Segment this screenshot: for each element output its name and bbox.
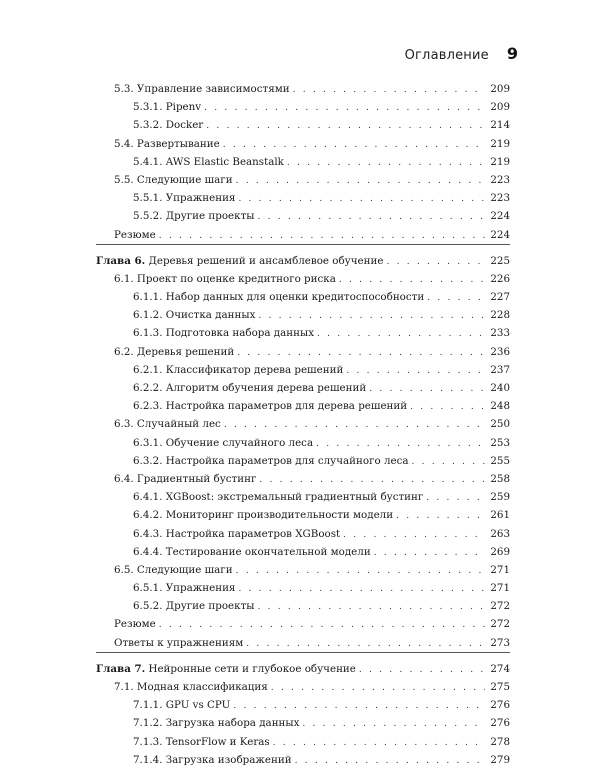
toc-entry: 5.4. Развертывание . . . 219 — [96, 135, 510, 153]
toc-entry: 6.2. Деревья решений . . . 236 — [96, 343, 510, 361]
toc-entry: 6.3.2. Настройка параметров для случайного леса . . . 255 — [96, 452, 510, 470]
table-of-contents — [96, 80, 510, 769]
chapter-title: Нейронные сети и глубокое обучение — [145, 662, 356, 675]
toc-entry: 6.2.3. Настройка параметров для дерева решений . . . 248 — [96, 397, 510, 415]
toc-entry: 6.2.1. Классификатор дерева решений . . . 237 — [96, 361, 510, 379]
toc-entry: 6.2.2. Алгоритм обучения дерева решений . . . 240 — [96, 379, 510, 397]
toc-entry: 6.4. Градиентный бустинг . . . 258 — [96, 470, 510, 488]
toc-entry: Резюме . . . 224 — [96, 226, 510, 244]
chapter-label: Глава 7. — [96, 662, 146, 675]
toc-entry: 6.3.1. Обучение случайного леса . . . 253 — [96, 434, 510, 452]
toc-entry: 5.3. Управление зависимостями . . . 209 — [96, 80, 510, 98]
toc-entry: 6.5.1. Упражнения . . . 271 — [96, 579, 510, 597]
toc-entry: 5.5.1. Упражнения . . . 223 — [96, 189, 510, 207]
toc-entry: 6.4.1. XGBoost: экстремальный градиентный бустинг . . . 259 — [96, 488, 510, 506]
toc-entry: 6.1.3. Подготовка набора данных . . . 233 — [96, 324, 510, 342]
toc-entry: 7.1. Модная классификация . . . 275 — [96, 678, 510, 696]
toc-entry: 5.5.2. Другие проекты . . . 224 — [96, 207, 510, 225]
toc-entry: 5.4.1. AWS Elastic Beanstalk . . . 219 — [96, 153, 510, 171]
toc-entry: 7.1.3. TensorFlow и Keras . . . 278 — [96, 733, 510, 751]
toc-entry: 6.1.1. Набор данных для оценки кредитоспособности . . . 227 — [96, 288, 510, 306]
toc-entry: 6.3. Случайный лес . . . 250 — [96, 415, 510, 433]
chapter-6 — [96, 252, 510, 652]
page-number: 9 — [506, 44, 518, 63]
toc-entry: 6.4.4. Тестирование окончательной модели . . . 269 — [96, 543, 510, 561]
toc-entry: 7.1.2. Загрузка набора данных . . . 276 — [96, 714, 510, 732]
running-header — [405, 44, 518, 63]
toc-entry: 7.1.4. Загрузка изображений . . . 279 — [96, 751, 510, 769]
toc-entry: 6.5.2. Другие проекты . . . 272 — [96, 597, 510, 615]
toc-entry: 6.4.2. Мониторинг производительности модели . . . 261 — [96, 506, 510, 524]
toc-entry: 5.3.1. Pipenv . . . 209 — [96, 98, 510, 116]
chapter-title: Деревья решений и ансамблевое обучение — [145, 254, 384, 267]
toc-entry: 6.4.3. Настройка параметров XGBoost . . . 263 — [96, 525, 510, 543]
toc-entry: 7.1.1. GPU vs CPU . . . 276 — [96, 696, 510, 714]
toc-entry: 6.1. Проект по оценке кредитного риска . . . 226 — [96, 270, 510, 288]
toc-entry: 5.3.2. Docker . . . 214 — [96, 116, 510, 134]
toc-entry: 6.1.2. Очистка данных . . . 228 — [96, 306, 510, 324]
chapter-heading: Глава 6. Деревья решений и ансамблевое обучение . . . 225 — [96, 252, 510, 270]
chapter-5-tail — [96, 80, 510, 244]
toc-entry: Резюме . . . 272 — [96, 615, 510, 633]
chapter-7 — [96, 660, 510, 769]
chapter-label: Глава 6. — [96, 254, 146, 267]
toc-entry: Ответы к упражнениям . . . 273 — [96, 634, 510, 652]
toc-entry: 6.5. Следующие шаги . . . 271 — [96, 561, 510, 579]
chapter-heading: Глава 7. Нейронные сети и глубокое обучение . . . 274 — [96, 660, 510, 678]
toc-entry: 5.5. Следующие шаги . . . 223 — [96, 171, 510, 189]
header-title: Оглавление — [404, 48, 489, 63]
